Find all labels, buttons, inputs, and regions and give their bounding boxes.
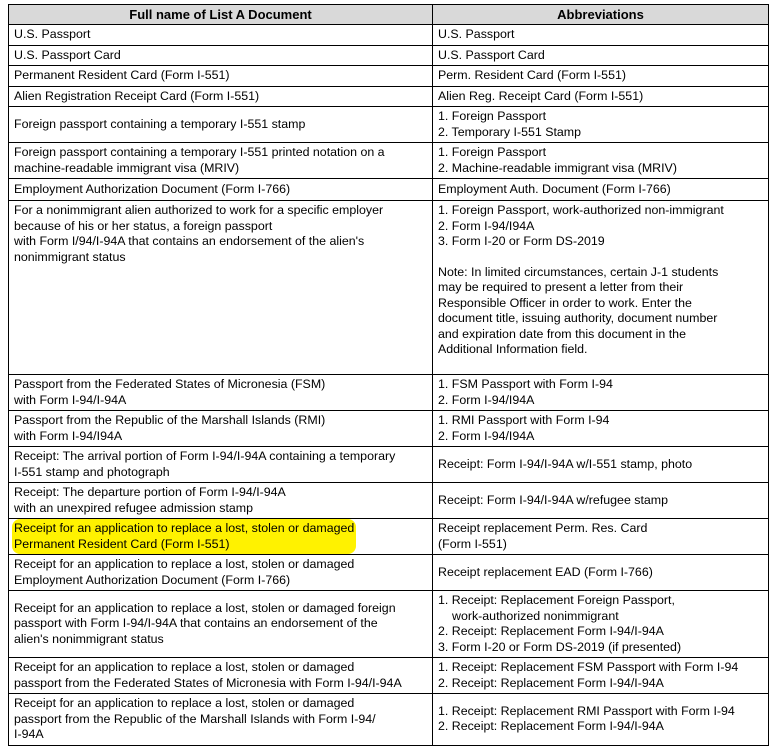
abbreviation-text: U.S. Passport Card	[438, 47, 545, 62]
full-name-text: U.S. Passport	[14, 27, 91, 41]
full-name-text: alien's nonimmigrant status	[14, 631, 164, 646]
full-name-text: because of his or her status, a foreign passport	[14, 218, 273, 233]
table-row	[9, 66, 769, 87]
abbreviation-text: 1. FSM Passport with Form I-94	[438, 377, 613, 391]
abbreviation-cell	[433, 447, 769, 483]
full-name-text: with an unexpired refugee admission stamp	[14, 500, 253, 515]
abbreviation-text: 2. Receipt: Replacement Form I-94/I-94A	[438, 719, 664, 734]
abbreviation-text: (Form I-551)	[438, 536, 507, 551]
note-text: document title, issuing authority, document number	[438, 311, 718, 325]
full-name-text: passport from the Republic of the Marshall Islands with Form I-94/	[14, 711, 376, 726]
abbreviation-text: 2. Form I-94/I94A	[438, 392, 535, 407]
full-name-cell	[9, 375, 433, 411]
abbreviation-cell	[433, 375, 769, 411]
abbreviation-text: 3. Form I-20 or Form DS-2019 (if presented)	[438, 639, 682, 654]
full-name-text: For a nonimmigrant alien authorized to work for a specific employer	[14, 203, 384, 217]
abbreviation-text: 1. RMI Passport with Form I-94	[438, 413, 610, 427]
full-name-cell	[9, 555, 433, 591]
full-name-text: Passport from the Federated States of Micronesia (FSM)	[14, 377, 326, 391]
table-row	[9, 591, 769, 658]
full-name-text: with Form I/94/I-94A that contains an endorsement of the alien's	[14, 234, 365, 248]
note-text: Note: In limited circumstances, certain J-1 students	[438, 264, 719, 279]
note-text: and expiration date from this document in the	[438, 326, 686, 341]
abbreviation-text: 2. Receipt: Replacement Form I-94/I-94A	[438, 675, 664, 690]
table-row	[9, 519, 769, 555]
full-name-text: Permanent Resident Card (Form I-551)	[14, 68, 230, 82]
full-name-text: I-94A	[14, 727, 44, 741]
abbreviation-cell	[433, 519, 769, 555]
header-abbreviations: Abbreviations	[433, 5, 769, 25]
header-row	[9, 5, 769, 25]
abbreviation-text: U.S. Passport	[438, 27, 515, 41]
abbreviation-text: Alien Reg. Receipt Card (Form I-551)	[438, 88, 644, 103]
abbreviation-cell	[433, 658, 769, 694]
abbreviation-text: 2. Form I-94/I94A	[438, 428, 535, 443]
table-row	[9, 143, 769, 179]
full-name-text: Receipt for an application to replace a lost, stolen or damaged	[14, 660, 355, 674]
full-name-text: nonimmigrant status	[14, 249, 126, 264]
abbreviation-cell	[433, 45, 769, 66]
abbreviation-cell	[433, 591, 769, 658]
full-name-cell	[9, 658, 433, 694]
table-row	[9, 375, 769, 411]
full-name-cell	[9, 694, 433, 746]
full-name-cell	[9, 25, 433, 46]
table-row	[9, 86, 769, 107]
full-name-cell	[9, 483, 433, 519]
full-name-text: machine-readable immigrant visa (MRIV)	[14, 160, 240, 175]
abbreviation-text: Receipt: Form I-94/I-94A w/I-551 stamp, photo	[438, 456, 693, 471]
full-name-cell	[9, 66, 433, 87]
abbreviation-text: 2. Temporary I-551 Stamp	[438, 124, 582, 139]
abbreviation-cell	[433, 143, 769, 179]
abbreviation-text: 1. Receipt: Replacement RMI Passport with Form I-94	[438, 703, 735, 718]
full-name-cell	[9, 519, 433, 555]
table-row	[9, 555, 769, 591]
abbreviation-cell	[433, 86, 769, 107]
list-a-documents-table	[8, 4, 769, 746]
abbreviation-text: 1. Receipt: Replacement FSM Passport with Form I-94	[438, 660, 739, 674]
full-name-cell	[9, 86, 433, 107]
table-row	[9, 179, 769, 201]
note-text: Responsible Officer in order to work. Enter the	[438, 295, 692, 310]
abbreviation-cell	[433, 555, 769, 591]
full-name-cell	[9, 201, 433, 375]
note-spacer	[438, 250, 763, 265]
full-name-text: Receipt: The arrival portion of Form I-94/I-94A containing a temporary	[14, 449, 396, 463]
abbreviation-cell	[433, 107, 769, 143]
abbreviation-text: 1. Foreign Passport	[438, 109, 547, 123]
table-row	[9, 483, 769, 519]
table-row	[9, 411, 769, 447]
full-name-text: Permanent Resident Card (Form I-551)	[14, 536, 230, 551]
abbreviation-text: 1. Foreign Passport	[438, 145, 547, 159]
abbreviation-text: 2. Form I-94/I94A	[438, 218, 535, 233]
abbreviation-text: Receipt: Form I-94/I-94A w/refugee stamp	[438, 492, 669, 507]
full-name-text: passport from the Federated States of Micronesia with Form I-94/I-94A	[14, 675, 402, 690]
full-name-text: with Form I-94/I94A	[14, 428, 123, 443]
full-name-text: Alien Registration Receipt Card (Form I-551)	[14, 88, 260, 103]
abbreviation-cell	[433, 694, 769, 746]
header-full-name: Full name of List A Document	[9, 5, 433, 25]
full-name-text: Foreign passport containing a temporary I-551 printed notation on a	[14, 145, 385, 159]
note-text: Additional Information field.	[438, 342, 588, 356]
full-name-text: with Form I-94/I-94A	[14, 392, 127, 407]
full-name-text: U.S. Passport Card	[14, 47, 121, 62]
abbreviation-text: Receipt replacement EAD (Form I-766)	[438, 564, 653, 579]
abbreviation-text: Perm. Resident Card (Form I-551)	[438, 68, 626, 82]
table-row	[9, 25, 769, 46]
full-name-text: Receipt for an application to replace a lost, stolen or damaged	[14, 521, 355, 535]
table-row	[9, 447, 769, 483]
abbreviation-cell	[433, 411, 769, 447]
abbreviation-text: Employment Auth. Document (Form I-766)	[438, 181, 671, 196]
full-name-text: Foreign passport containing a temporary I-551 stamp	[14, 116, 306, 131]
table-row	[9, 107, 769, 143]
highlight-mark	[14, 521, 354, 552]
abbreviation-text: 3. Form I-20 or Form DS-2019	[438, 234, 605, 248]
full-name-cell	[9, 591, 433, 658]
abbreviation-text: 2. Receipt: Replacement Form I-94/I-94A	[438, 624, 664, 638]
full-name-cell	[9, 45, 433, 66]
full-name-text: Receipt for an application to replace a lost, stolen or damaged foreign	[14, 600, 396, 615]
abbreviation-cell	[433, 25, 769, 46]
full-name-text: Receipt: The departure portion of Form I-94/I-94A	[14, 485, 286, 499]
abbreviation-text: Receipt replacement Perm. Res. Card	[438, 521, 648, 535]
table-row	[9, 658, 769, 694]
full-name-cell	[9, 143, 433, 179]
full-name-text: Employment Authorization Document (Form I-766)	[14, 181, 291, 196]
full-name-text: Receipt for an application to replace a lost, stolen or damaged	[14, 696, 355, 710]
full-name-text: Employment Authorization Document (Form I-766)	[14, 572, 291, 587]
full-name-text: passport with Form I-94/I-94A that contains an endorsement of the	[14, 616, 378, 631]
abbreviation-text: 2. Machine-readable immigrant visa (MRIV)	[438, 160, 677, 175]
table-body	[9, 25, 769, 746]
table-row	[9, 694, 769, 746]
full-name-text: Receipt for an application to replace a lost, stolen or damaged	[14, 557, 355, 571]
table-row	[9, 45, 769, 66]
full-name-cell	[9, 107, 433, 143]
full-name-cell	[9, 411, 433, 447]
abbreviation-cell	[433, 66, 769, 87]
full-name-cell	[9, 179, 433, 201]
abbreviation-cell	[433, 201, 769, 375]
abbreviation-text: 1. Receipt: Replacement Foreign Passport,	[438, 593, 675, 607]
full-name-text: Passport from the Republic of the Marshall Islands (RMI)	[14, 413, 326, 427]
table-row	[9, 201, 769, 375]
full-name-text: I-551 stamp and photograph	[14, 464, 170, 479]
abbreviation-cell	[433, 483, 769, 519]
abbreviation-text: 1. Foreign Passport, work-authorized non-immigrant	[438, 203, 724, 217]
abbreviation-text: work-authorized nonimmigrant	[452, 608, 619, 623]
abbreviation-cell	[433, 179, 769, 201]
full-name-cell	[9, 447, 433, 483]
note-text: may be required to present a letter from their	[438, 280, 684, 294]
